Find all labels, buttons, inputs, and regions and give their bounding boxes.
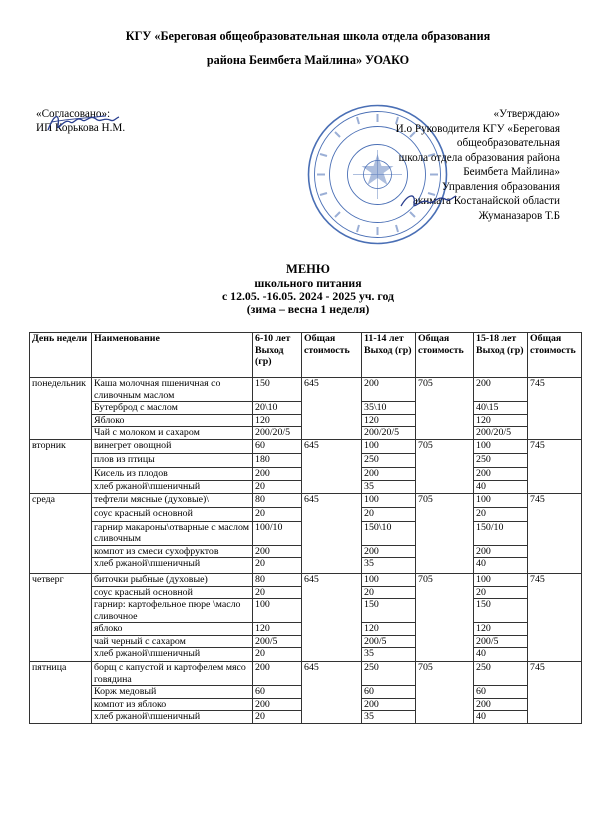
header-cost-6-10: Общая стоимость [302, 333, 362, 378]
approval-line: Жуманазаров Т.Б [478, 209, 560, 222]
header-yield-6-10: 6-10 лет Выход (гр) [253, 333, 302, 378]
header-line-2: района Беимбета Майлина» УОАКО [206, 53, 410, 67]
header-yield-15-18: 15-18 лет Выход (гр) [474, 333, 528, 378]
dish-name-cell: Каша молочная пшеничная со сливочным маслом [92, 378, 253, 402]
dish-name-cell: соус красный основной [92, 507, 253, 521]
approval-line: акимата Костанайской области [412, 195, 560, 207]
yield-11-14-cell: 20 [362, 586, 416, 599]
day-cell: вторник [30, 439, 92, 493]
dish-name-cell: хлеб ржаной\пшеничный [92, 480, 253, 493]
dish-name-cell: плов из птицы [92, 453, 253, 467]
yield-15-18-cell: 20 [474, 586, 528, 599]
dish-name-cell: соус красный основной [92, 586, 253, 599]
yield-11-14-cell: 200 [362, 378, 416, 402]
yield-6-10-cell: 60 [253, 439, 302, 453]
approval-line: «Утверждаю» [493, 108, 560, 120]
yield-11-14-cell: 20 [362, 507, 416, 521]
cost-11-14-cell: 705 [416, 439, 474, 493]
yield-6-10-cell: 200/20/5 [253, 427, 302, 440]
cost-6-10-cell: 645 [302, 493, 362, 574]
cost-6-10-cell: 645 [302, 662, 362, 724]
table-row [30, 662, 582, 686]
dish-name-cell: чай черный с сахаром [92, 635, 253, 648]
yield-11-14-cell: 100 [362, 439, 416, 453]
yield-11-14-cell: 250 [362, 453, 416, 467]
cost-11-14-cell: 705 [416, 662, 474, 724]
yield-11-14-cell: 35 [362, 480, 416, 493]
approval-line: школа отдела образования района [398, 151, 560, 164]
agreed-name: ИП Корькова Н.М. [36, 122, 126, 134]
yield-11-14-cell: 100 [362, 574, 416, 587]
yield-6-10-cell: 20\10 [253, 402, 302, 415]
yield-11-14-cell: 35 [362, 711, 416, 724]
cost-15-18-cell: 745 [528, 662, 582, 724]
menu-table [29, 332, 582, 724]
yield-11-14-cell: 200/5 [362, 635, 416, 648]
table-row [30, 574, 582, 587]
approval-line: общеобразовательная [456, 137, 560, 149]
yield-15-18-cell: 200 [474, 467, 528, 480]
table-row [30, 493, 582, 507]
cost-6-10-cell: 645 [302, 574, 362, 662]
yield-15-18-cell: 40 [474, 711, 528, 724]
menu-season: (зима – весна 1 неделя) [246, 302, 370, 316]
yield-11-14-cell: 120 [362, 623, 416, 636]
yield-11-14-cell: 150 [362, 599, 416, 623]
dish-name-cell: Корж медовый [92, 686, 253, 699]
dish-name-cell: винегрет овощной [92, 439, 253, 453]
dish-name-cell: хлеб ржаной\пшеничный [92, 558, 253, 574]
table-row [30, 439, 582, 453]
dish-name-cell: Кисель из плодов [92, 467, 253, 480]
yield-15-18-cell: 120 [474, 623, 528, 636]
yield-6-10-cell: 20 [253, 648, 302, 662]
yield-6-10-cell: 120 [253, 623, 302, 636]
yield-6-10-cell: 20 [253, 711, 302, 724]
cost-6-10-cell: 645 [302, 439, 362, 493]
dish-name-cell: Яблоко [92, 414, 253, 427]
yield-15-18-cell: 250 [474, 453, 528, 467]
yield-11-14-cell: 60 [362, 686, 416, 699]
header-name: Наименование [92, 333, 253, 378]
signature-left-icon [46, 108, 121, 136]
cost-15-18-cell: 745 [528, 574, 582, 662]
cost-6-10-cell: 645 [302, 378, 362, 440]
dish-name-cell: Бутерброд с маслом [92, 402, 253, 415]
yield-6-10-cell: 200/5 [253, 635, 302, 648]
header-day: День недели [30, 333, 92, 378]
yield-6-10-cell: 200 [253, 698, 302, 711]
yield-11-14-cell: 250 [362, 662, 416, 686]
yield-11-14-cell: 35\10 [362, 402, 416, 415]
yield-15-18-cell: 200 [474, 545, 528, 558]
yield-6-10-cell: 200 [253, 467, 302, 480]
yield-6-10-cell: 200 [253, 545, 302, 558]
yield-6-10-cell: 120 [253, 414, 302, 427]
yield-15-18-cell: 120 [474, 414, 528, 427]
yield-15-18-cell: 40\15 [474, 402, 528, 415]
yield-15-18-cell: 40 [474, 648, 528, 662]
dish-name-cell: яблоко [92, 623, 253, 636]
yield-6-10-cell: 20 [253, 480, 302, 493]
yield-11-14-cell: 100 [362, 493, 416, 507]
yield-6-10-cell: 80 [253, 493, 302, 507]
yield-6-10-cell: 180 [253, 453, 302, 467]
yield-11-14-cell: 200/20/5 [362, 427, 416, 440]
approval-line: Беимбета Майлина» [463, 166, 560, 178]
yield-11-14-cell: 150\10 [362, 521, 416, 545]
yield-6-10-cell: 150 [253, 378, 302, 402]
yield-15-18-cell: 100 [474, 439, 528, 453]
header-cost-11-14: Общая стоимость [416, 333, 474, 378]
approval-line: Управления образования [441, 180, 560, 193]
header-cost-15-18: Общая стоимость [528, 333, 582, 378]
yield-6-10-cell: 100/10 [253, 521, 302, 545]
cost-11-14-cell: 705 [416, 493, 474, 574]
dish-name-cell: тефтели мясные (духовые)\ [92, 493, 253, 507]
dish-name-cell: Чай с молоком и сахаром [92, 427, 253, 440]
dish-name-cell: гарнир: картофельное пюре \масло сливочное [92, 599, 253, 623]
yield-11-14-cell: 120 [362, 414, 416, 427]
yield-6-10-cell: 100 [253, 599, 302, 623]
yield-15-18-cell: 60 [474, 686, 528, 699]
cost-11-14-cell: 705 [416, 378, 474, 440]
dish-name-cell: хлеб ржаной\пшеничный [92, 648, 253, 662]
yield-11-14-cell: 200 [362, 698, 416, 711]
dish-name-cell: хлеб ржаной\пшеничный [92, 711, 253, 724]
yield-6-10-cell: 20 [253, 558, 302, 574]
yield-15-18-cell: 200 [474, 698, 528, 711]
yield-11-14-cell: 200 [362, 467, 416, 480]
day-cell: пятница [30, 662, 92, 724]
cost-15-18-cell: 745 [528, 378, 582, 440]
dish-name-cell: гарнир макароны\отварные с маслом сливочным [92, 521, 253, 545]
header-yield-11-14: 11-14 лет Выход (гр) [362, 333, 416, 378]
yield-15-18-cell: 100 [474, 574, 528, 587]
yield-15-18-cell: 100 [474, 493, 528, 507]
dish-name-cell: борщ с капустой и картофелем мясо говядина [92, 662, 253, 686]
header-line-1: КГУ «Береговая общеобразовательная школа отдела образования [125, 29, 491, 43]
day-cell: среда [30, 493, 92, 574]
table-header-row [30, 333, 582, 378]
menu-subtitle: школьного питания [254, 276, 362, 290]
yield-15-18-cell: 250 [474, 662, 528, 686]
day-cell: понедельник [30, 378, 92, 440]
yield-15-18-cell: 40 [474, 480, 528, 493]
approval-line: И.о Руководителя КГУ «Береговая [395, 122, 560, 135]
yield-15-18-cell: 40 [474, 558, 528, 574]
dish-name-cell: биточки рыбные (духовые) [92, 574, 253, 587]
yield-15-18-cell: 200 [474, 378, 528, 402]
dish-name-cell: компот из яблоко [92, 698, 253, 711]
table-row [30, 378, 582, 402]
yield-11-14-cell: 35 [362, 648, 416, 662]
yield-15-18-cell: 200/5 [474, 635, 528, 648]
agreed-label: «Согласовано»: [36, 108, 111, 120]
yield-15-18-cell: 150 [474, 599, 528, 623]
signature-right-icon [398, 186, 458, 214]
cost-15-18-cell: 745 [528, 493, 582, 574]
dish-name-cell: компот из смеси сухофруктов [92, 545, 253, 558]
menu-period: с 12.05. -16.05. 2024 - 2025 уч. год [222, 289, 394, 303]
yield-6-10-cell: 200 [253, 662, 302, 686]
yield-11-14-cell: 35 [362, 558, 416, 574]
menu-title: МЕНЮ [286, 262, 330, 276]
yield-6-10-cell: 80 [253, 574, 302, 587]
cost-11-14-cell: 705 [416, 574, 474, 662]
yield-15-18-cell: 200/20/5 [474, 427, 528, 440]
yield-15-18-cell: 20 [474, 507, 528, 521]
yield-6-10-cell: 60 [253, 686, 302, 699]
yield-15-18-cell: 150/10 [474, 521, 528, 545]
yield-11-14-cell: 200 [362, 545, 416, 558]
day-cell: четверг [30, 574, 92, 662]
yield-6-10-cell: 20 [253, 507, 302, 521]
cost-15-18-cell: 745 [528, 439, 582, 493]
yield-6-10-cell: 20 [253, 586, 302, 599]
